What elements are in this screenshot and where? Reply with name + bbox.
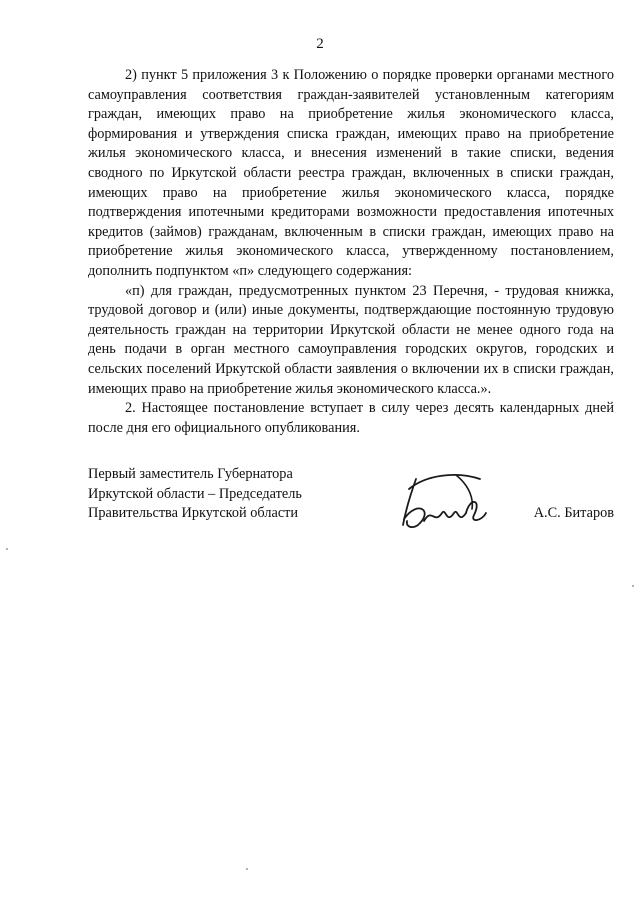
signer-title-line: Первый заместитель Губернатора <box>88 466 293 482</box>
signer-title-line: Иркутской области – Председатель <box>88 485 302 502</box>
paragraph-item-amendment: 2) пункт 5 приложения 3 к Положению о порядке проверки органами местного самоуправления соответствия граждан-заявителей установленным категориям граждан, имеющих право на приобретение жилья экономического класса, формирования и утверждения списка граждан, имеющих право на приобретение жилья экономического класса, и внесения изменений в такие списки, ведения сводного по Иркутской области реестра граждан, включенных в списки граждан, имеющих право на приобретение жилья экономического класса, порядке подтверждения ипотечными кредиторами возможности предоставления ипотечных кредитов (займов) гражданам, включенным в списки граждан, имеющих право на приобретение жилья экономического класса, утвержденному постановлением, дополнить подпунктом «п» следующего содержания: <box>88 67 614 279</box>
page-number: 2 <box>316 36 324 52</box>
scan-speck <box>246 868 248 870</box>
signer-name: А.С. Битаров <box>533 505 614 521</box>
paragraph-subitem-p: «п) для граждан, предусмотренных пунктом 23 Перечня, - трудовая книжка, трудовой договор и (или) иные документы, подтверждающие постоянную трудовую деятельность граждан на территории Иркутской области не менее одного года на день подачи в орган местного самоуправления городских округов, городских и сельских поселений Иркутской области заявления о включении их в списки граждан, имеющих право на приобретение жилья экономического класса.». <box>88 282 614 397</box>
scan-speck <box>632 585 634 587</box>
signature-block <box>88 465 614 535</box>
handwritten-signature <box>394 469 494 529</box>
document-body <box>88 66 614 438</box>
paragraph-effective-date: 2. Настоящее постановление вступает в силу через десять календарных дней после дня его официального опубликования. <box>88 400 614 436</box>
signer-title <box>88 465 302 524</box>
signer-title-line: Правительства Иркутской области <box>88 505 299 522</box>
scan-speck <box>6 548 8 550</box>
